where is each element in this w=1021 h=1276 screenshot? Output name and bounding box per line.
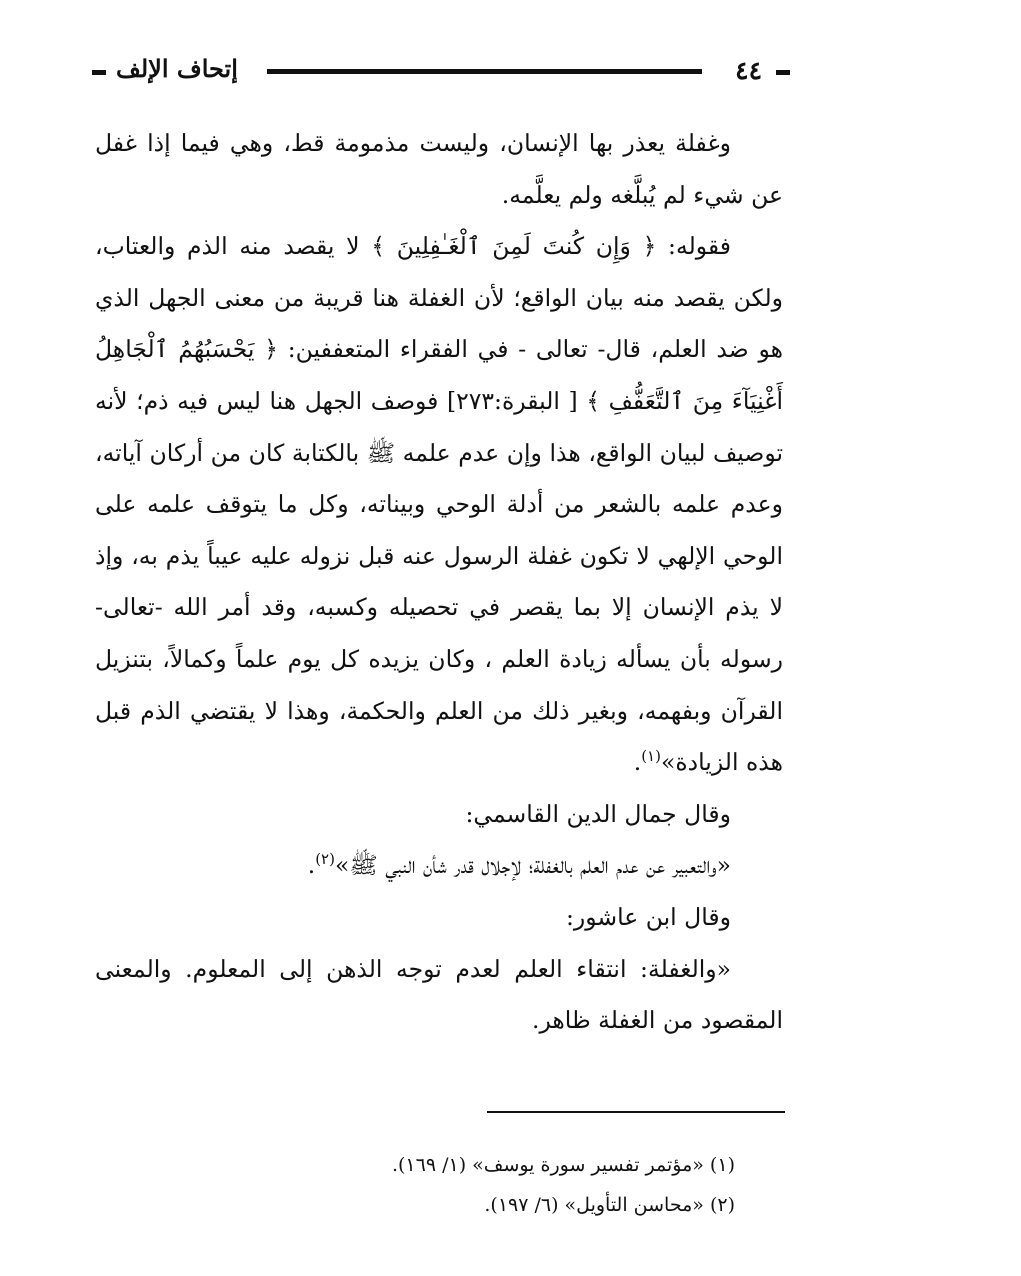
main-text [95,118,783,1047]
paragraph-text: وقال ابن عاشور: [566,902,731,931]
footnote-ref: (٢) [315,850,335,869]
footnotes [235,1145,735,1225]
footnote-separator [487,1111,785,1113]
paragraph [95,221,783,789]
paragraph-text: «والغفلة: انتقاء العلم لعدم توجه الذهن إلى المعلوم. والمعنى المقصود من الغفلة ظاهر. [95,954,783,1035]
page-header [92,54,790,94]
header-dash-left [92,70,106,75]
paragraph-text: «والتعبير عن عدم العلم بالغفلة؛ لإجلال قدر شأن النبي ﷺ» [334,851,731,880]
book-title: إتحاف الإلف [116,54,238,83]
paragraph [95,944,783,1047]
paragraph-text: وقال جمال الدين القاسمي: [465,799,731,828]
paragraph-text: وغفلة يعذر بها الإنسان، وليست مذمومة قط، وهي فيما إذا غفل عن شيء لم يُبلَّغه ولم يعلَّمه. [95,129,783,209]
paragraph-end: . [633,748,642,777]
footnote-ref: (١) [641,747,661,766]
footnote: (١) «مؤتمر تفسير سورة يوسف» (١/ ١٦٩). [391,1154,735,1176]
header-dash-right [776,70,790,75]
paragraph-text: فقوله: ﴿ وَإِن كُنتَ لَمِنَ ٱلْغَـٰفِلِينَ ﴾ لا يقصد منه الذم والعتاب، ولكن يقصد منه بيان الواقع؛ لأن الغفلة هنا قريبة من معنى الجهل الذي هو ضد العلم، قال- تعالى - في الفقراء المتعففين: ﴿ يَحْسَبُهُمُ ٱلْجَاهِلُ أَغْنِيَآءَ مِنَ ٱلتَّعَفُّفِ ﴾ [ البقرة:٢٧٣] فوصف الجهل هنا ليس فيه ذم؛ لأنه توصيف لبيان الواقع، هذا وإن عدم علمه ﷺ بالكتابة كان من أركان آياته، وعدم علمه بالشعر من أدلة الوحي وبيناته، وكل ما يتوقف علمه على الوحي الإلهي لا تكون غفلة الرسول عنه قبل نزوله عليه عيباً يذم به، وإذ لا يذم الإنسان إلا بما يقصر في تحصيله وكسبه، وقد أمر الله -تعالى- رسوله بأن يسأله زيادة العلم ، وكان يزيده كل يوم علماً وكمالاً، بتنزيل القرآن وبفهمه، وبغير ذلك من العلم والحكمة، وهذا لا يقتضي الذم قبل هذه الزيادة» [95,232,783,777]
paragraph [95,840,783,892]
paragraph [95,789,783,841]
paragraph [95,892,783,944]
page-number: ٤٤ [735,56,762,85]
header-rule [267,69,702,74]
paragraph-end: . [307,851,316,880]
paragraph [95,118,783,221]
footnote: (٢) «محاسن التأويل» (٦/ ١٩٧). [484,1194,735,1216]
